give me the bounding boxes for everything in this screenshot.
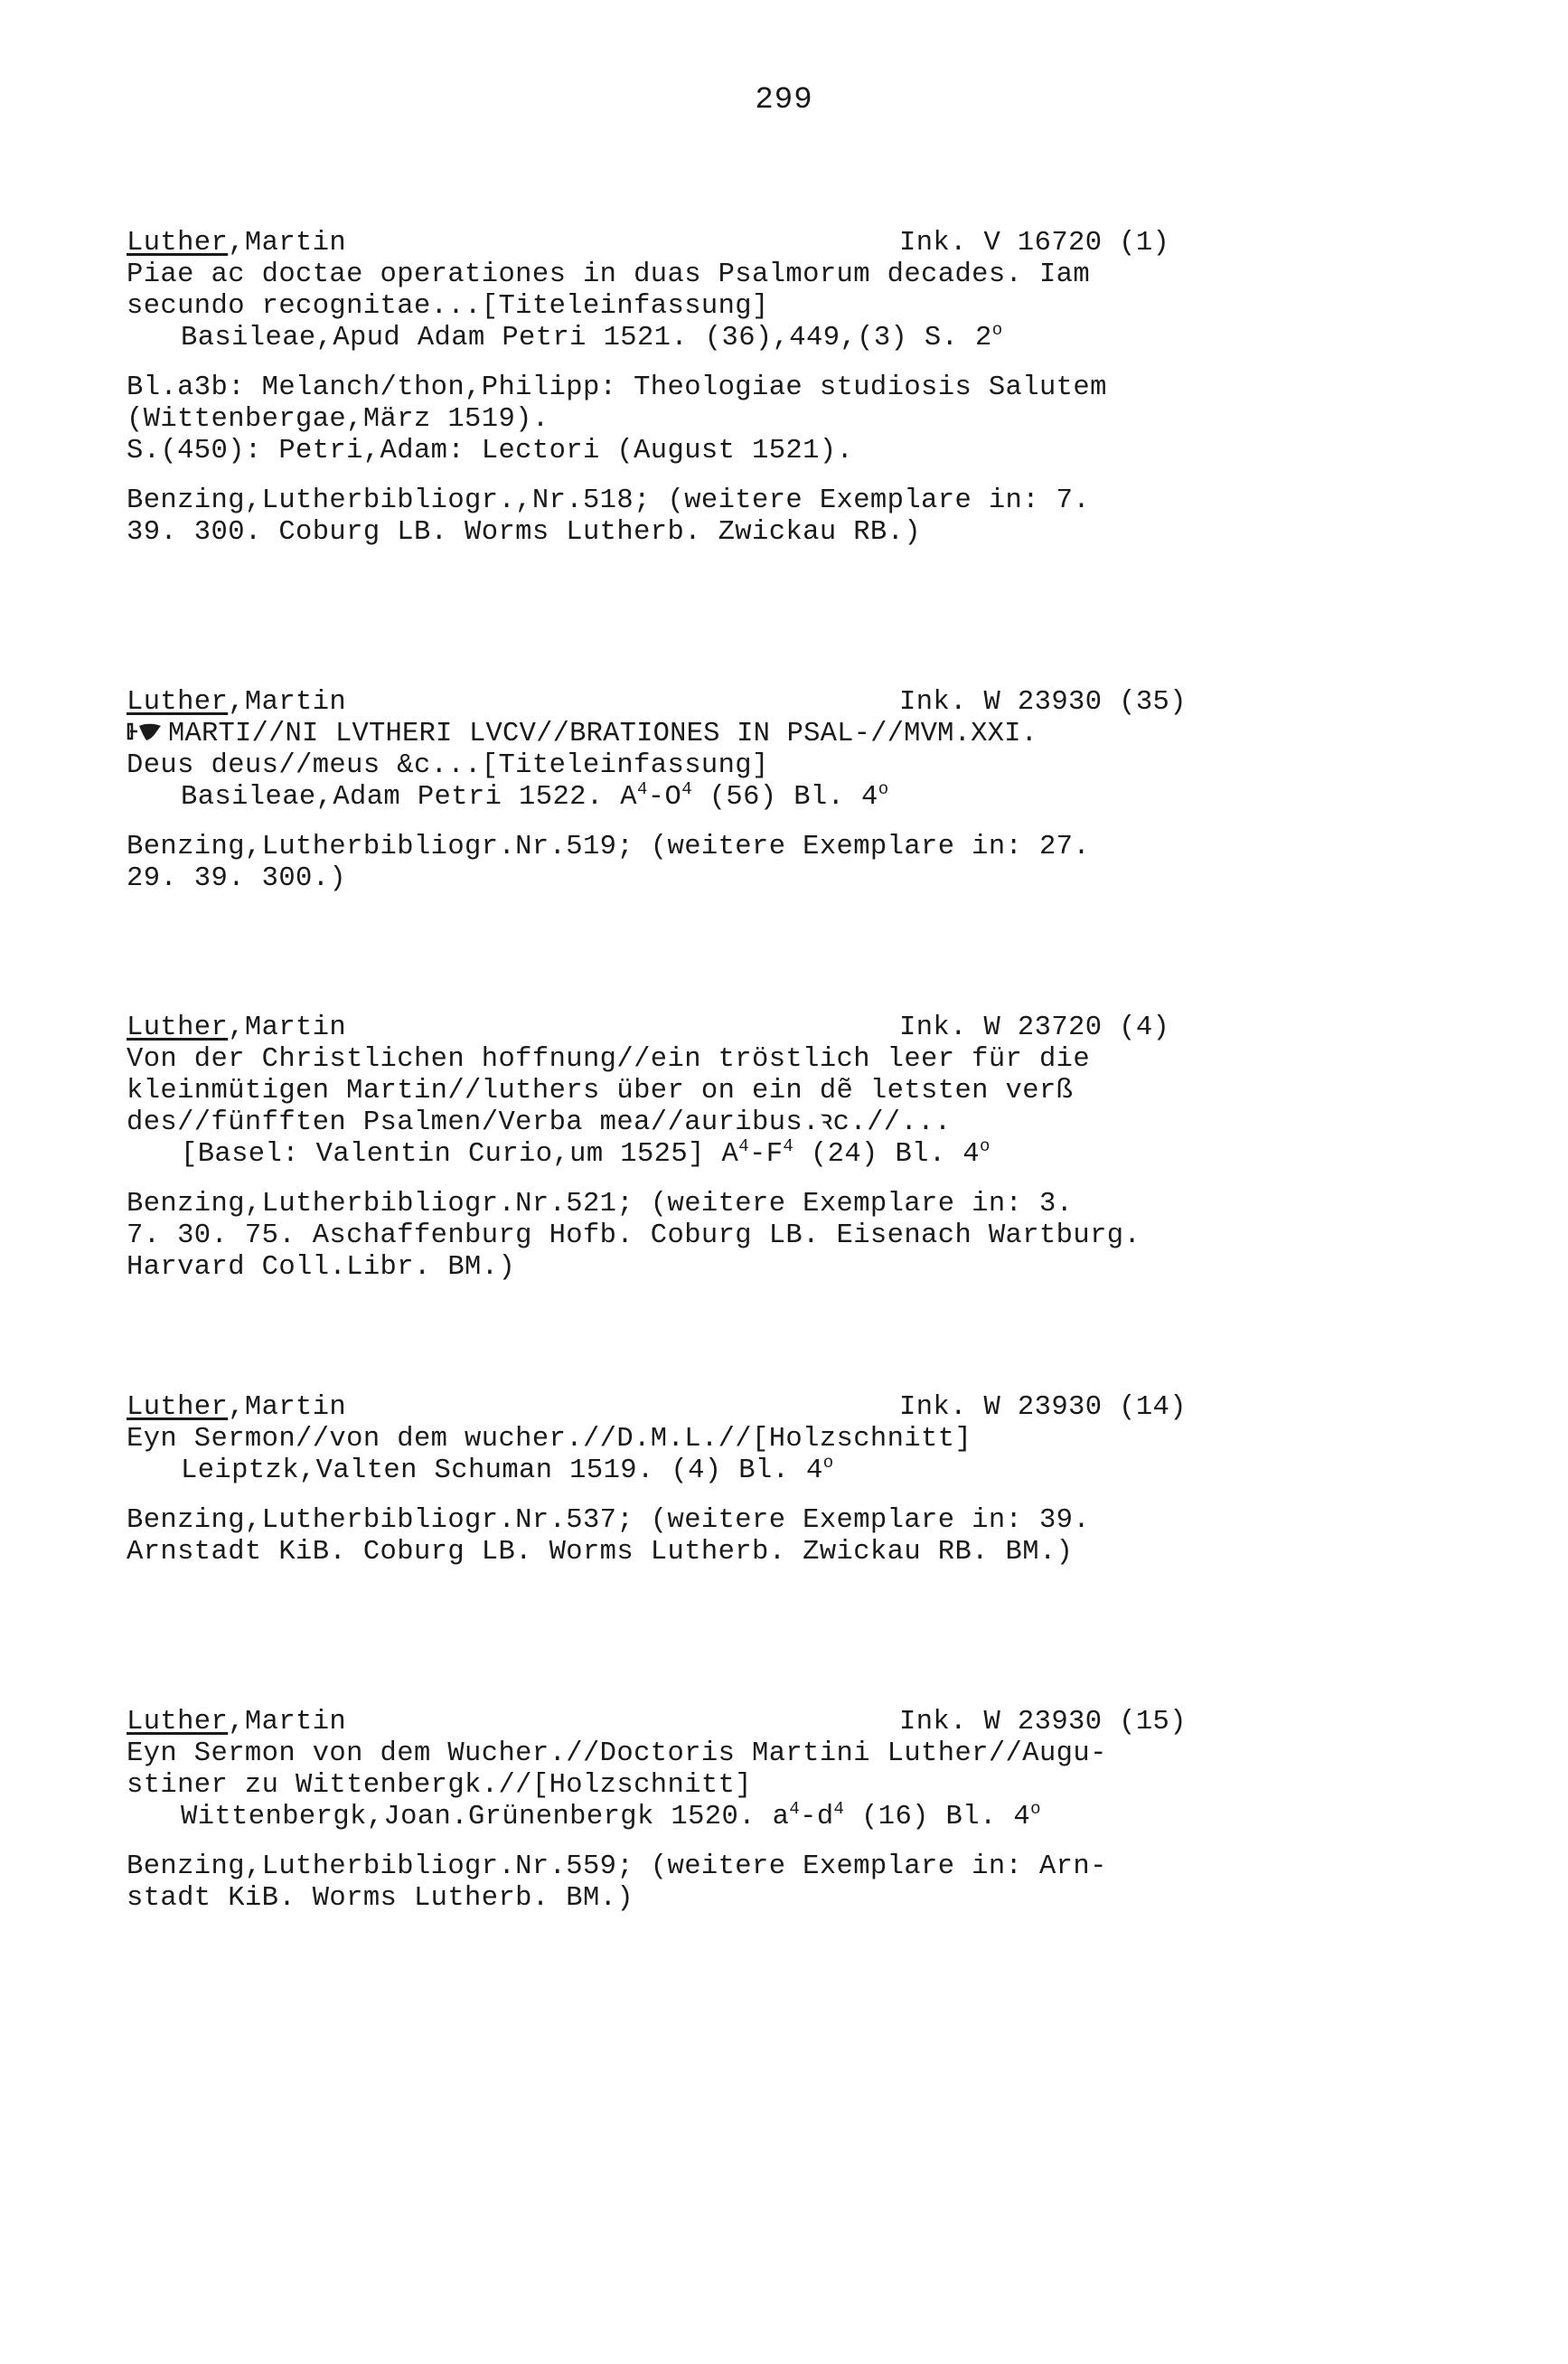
author <box>127 1012 346 1044</box>
signature-superscript: 4 <box>738 1135 750 1156</box>
imprint-text: (16) Bl. 4 <box>844 1802 1031 1832</box>
shelfmark: Ink. W 23930 (35) <box>899 687 1187 718</box>
shelfmark: Ink. V 16720 (1) <box>899 228 1170 259</box>
signature-superscript: 4 <box>789 1798 801 1819</box>
format-superscript: o <box>979 1135 991 1156</box>
reference-line: Arnstadt KiB. Coburg LB. Worms Lutherb. Zwickau RB. BM.) <box>127 1537 1074 1568</box>
author <box>127 228 346 259</box>
reference-line: 29. 39. 300.) <box>127 863 347 894</box>
catalog-entry-3 <box>127 1012 1292 1284</box>
title-line: Von der Christlichen hoffnung//ein tröstlich leer für die <box>127 1044 1091 1075</box>
author-given-name: ,Martin <box>228 687 347 718</box>
imprint <box>127 1135 1292 1171</box>
page-number: 299 <box>755 83 813 118</box>
author-surname: Luther <box>127 1392 229 1423</box>
entry-heading <box>127 228 1292 259</box>
author-given-name: ,Martin <box>228 1392 347 1423</box>
reference-line: Benzing,Lutherbibliogr.Nr.519; (weitere Exemplare in: 27. <box>127 832 1091 862</box>
signature-superscript: 4 <box>636 778 648 799</box>
imprint-text: Basileae,Adam Petri 1522. A <box>181 782 637 813</box>
shelfmark: Ink. W 23720 (4) <box>899 1012 1170 1043</box>
note-line: Bl.a3b: Melanch/thon,Philipp: Theologiae studiosis Salutem <box>127 372 1107 403</box>
reference-line: 7. 30. 75. Aschaffenburg Hofb. Coburg LB. Eisenach Wartburg. <box>127 1220 1141 1251</box>
reference-line: stadt KiB. Worms Lutherb. BM.) <box>127 1883 634 1914</box>
author-surname: Luther <box>127 687 229 718</box>
reference-line: 39. 300. Coburg LB. Worms Lutherb. Zwickau RB.) <box>127 517 922 548</box>
format-superscript: o <box>991 319 1003 340</box>
author <box>127 1707 346 1738</box>
title-line: des//fünfften Psalmen/Verba mea//auribus.ꝛc.//... <box>127 1107 952 1138</box>
title-line: Eyn Sermon//von dem wucher.//D.M.L.//[Holzschnitt] <box>127 1424 972 1455</box>
format-superscript: o <box>878 778 889 799</box>
author-given-name: ,Martin <box>228 1012 347 1043</box>
signature-superscript: 4 <box>681 778 693 799</box>
imprint <box>127 1452 1292 1487</box>
author-given-name: ,Martin <box>228 1707 347 1738</box>
author-surname: Luther <box>127 228 229 259</box>
catalog-entry-4 <box>127 1392 1292 1568</box>
imprint <box>127 319 1292 354</box>
note-line: (Wittenbergae,März 1519). <box>127 404 549 435</box>
imprint-text: Wittenbergk,Joan.Grünenbergk 1520. a <box>181 1802 790 1832</box>
title-text: MARTI//NI LVTHERI LVCV//BRATIONES IN PSAL-//MVM.XXI. <box>168 719 1038 749</box>
author-given-name: ,Martin <box>228 228 347 259</box>
imprint-text: (56) Bl. 4 <box>692 782 878 813</box>
title-line: Eyn Sermon von dem Wucher.//Doctoris Martini Luther//Augu- <box>127 1738 1107 1769</box>
imprint <box>127 778 1292 814</box>
entry-heading <box>127 687 1292 719</box>
imprint-text: -d <box>800 1802 834 1832</box>
author-surname: Luther <box>127 1707 229 1738</box>
imprint-text: Leiptzk,Valten Schuman 1519. (4) Bl. 4 <box>181 1455 823 1486</box>
shelfmark: Ink. W 23930 (14) <box>899 1392 1187 1423</box>
imprint-text: Basileae,Apud Adam Petri 1521. (36),449,(3) S. 2 <box>181 323 992 353</box>
author-surname: Luther <box>127 1012 229 1043</box>
entry-heading <box>127 1707 1292 1738</box>
author <box>127 1392 346 1424</box>
format-superscript: o <box>822 1452 834 1473</box>
reference-line: Benzing,Lutherbibliogr.,Nr.518; (weitere Exemplare in: 7. <box>127 485 1091 516</box>
entry-heading <box>127 1392 1292 1424</box>
reference-line: Benzing,Lutherbibliogr.Nr.521; (weitere Exemplare in: 3. <box>127 1189 1074 1220</box>
imprint-text: (24) Bl. 4 <box>793 1139 980 1170</box>
reference-line: Benzing,Lutherbibliogr.Nr.559; (weitere Exemplare in: Arn- <box>127 1851 1107 1882</box>
note-line: S.(450): Petri,Adam: Lectori (August 1521). <box>127 436 854 466</box>
title-line <box>127 719 1292 750</box>
imprint <box>127 1798 1292 1833</box>
catalog-entry-1 <box>127 228 1292 549</box>
imprint-text: -F <box>749 1139 784 1170</box>
title-line: secundo recognitae...[Titeleinfassung] <box>127 291 769 322</box>
reference-line: Harvard Coll.Libr. BM.) <box>127 1252 516 1283</box>
catalog-entry-2 <box>127 687 1292 895</box>
author <box>127 687 346 719</box>
title-line: Deus deus//meus &c...[Titeleinfassung] <box>127 750 769 781</box>
signature-superscript: 4 <box>783 1135 794 1156</box>
title-line: stiner zu Wittenbergk.//[Holzschnitt] <box>127 1770 753 1801</box>
title-line: Piae ac doctae operationes in duas Psalmorum decades. Iam <box>127 259 1091 290</box>
format-superscript: o <box>1030 1798 1041 1819</box>
imprint-text: [Basel: Valentin Curio,um 1525] A <box>181 1139 739 1170</box>
imprint-text: -O <box>647 782 682 813</box>
signature-superscript: 4 <box>833 1798 845 1819</box>
entry-heading <box>127 1012 1292 1044</box>
catalog-entry-5 <box>127 1707 1292 1915</box>
shelfmark: Ink. W 23930 (15) <box>899 1707 1187 1738</box>
reference-line: Benzing,Lutherbibliogr.Nr.537; (weitere Exemplare in: 39. <box>127 1505 1091 1536</box>
title-line: kleinmütigen Martin//luthers über on ein dẽ letsten verß <box>127 1076 1074 1107</box>
